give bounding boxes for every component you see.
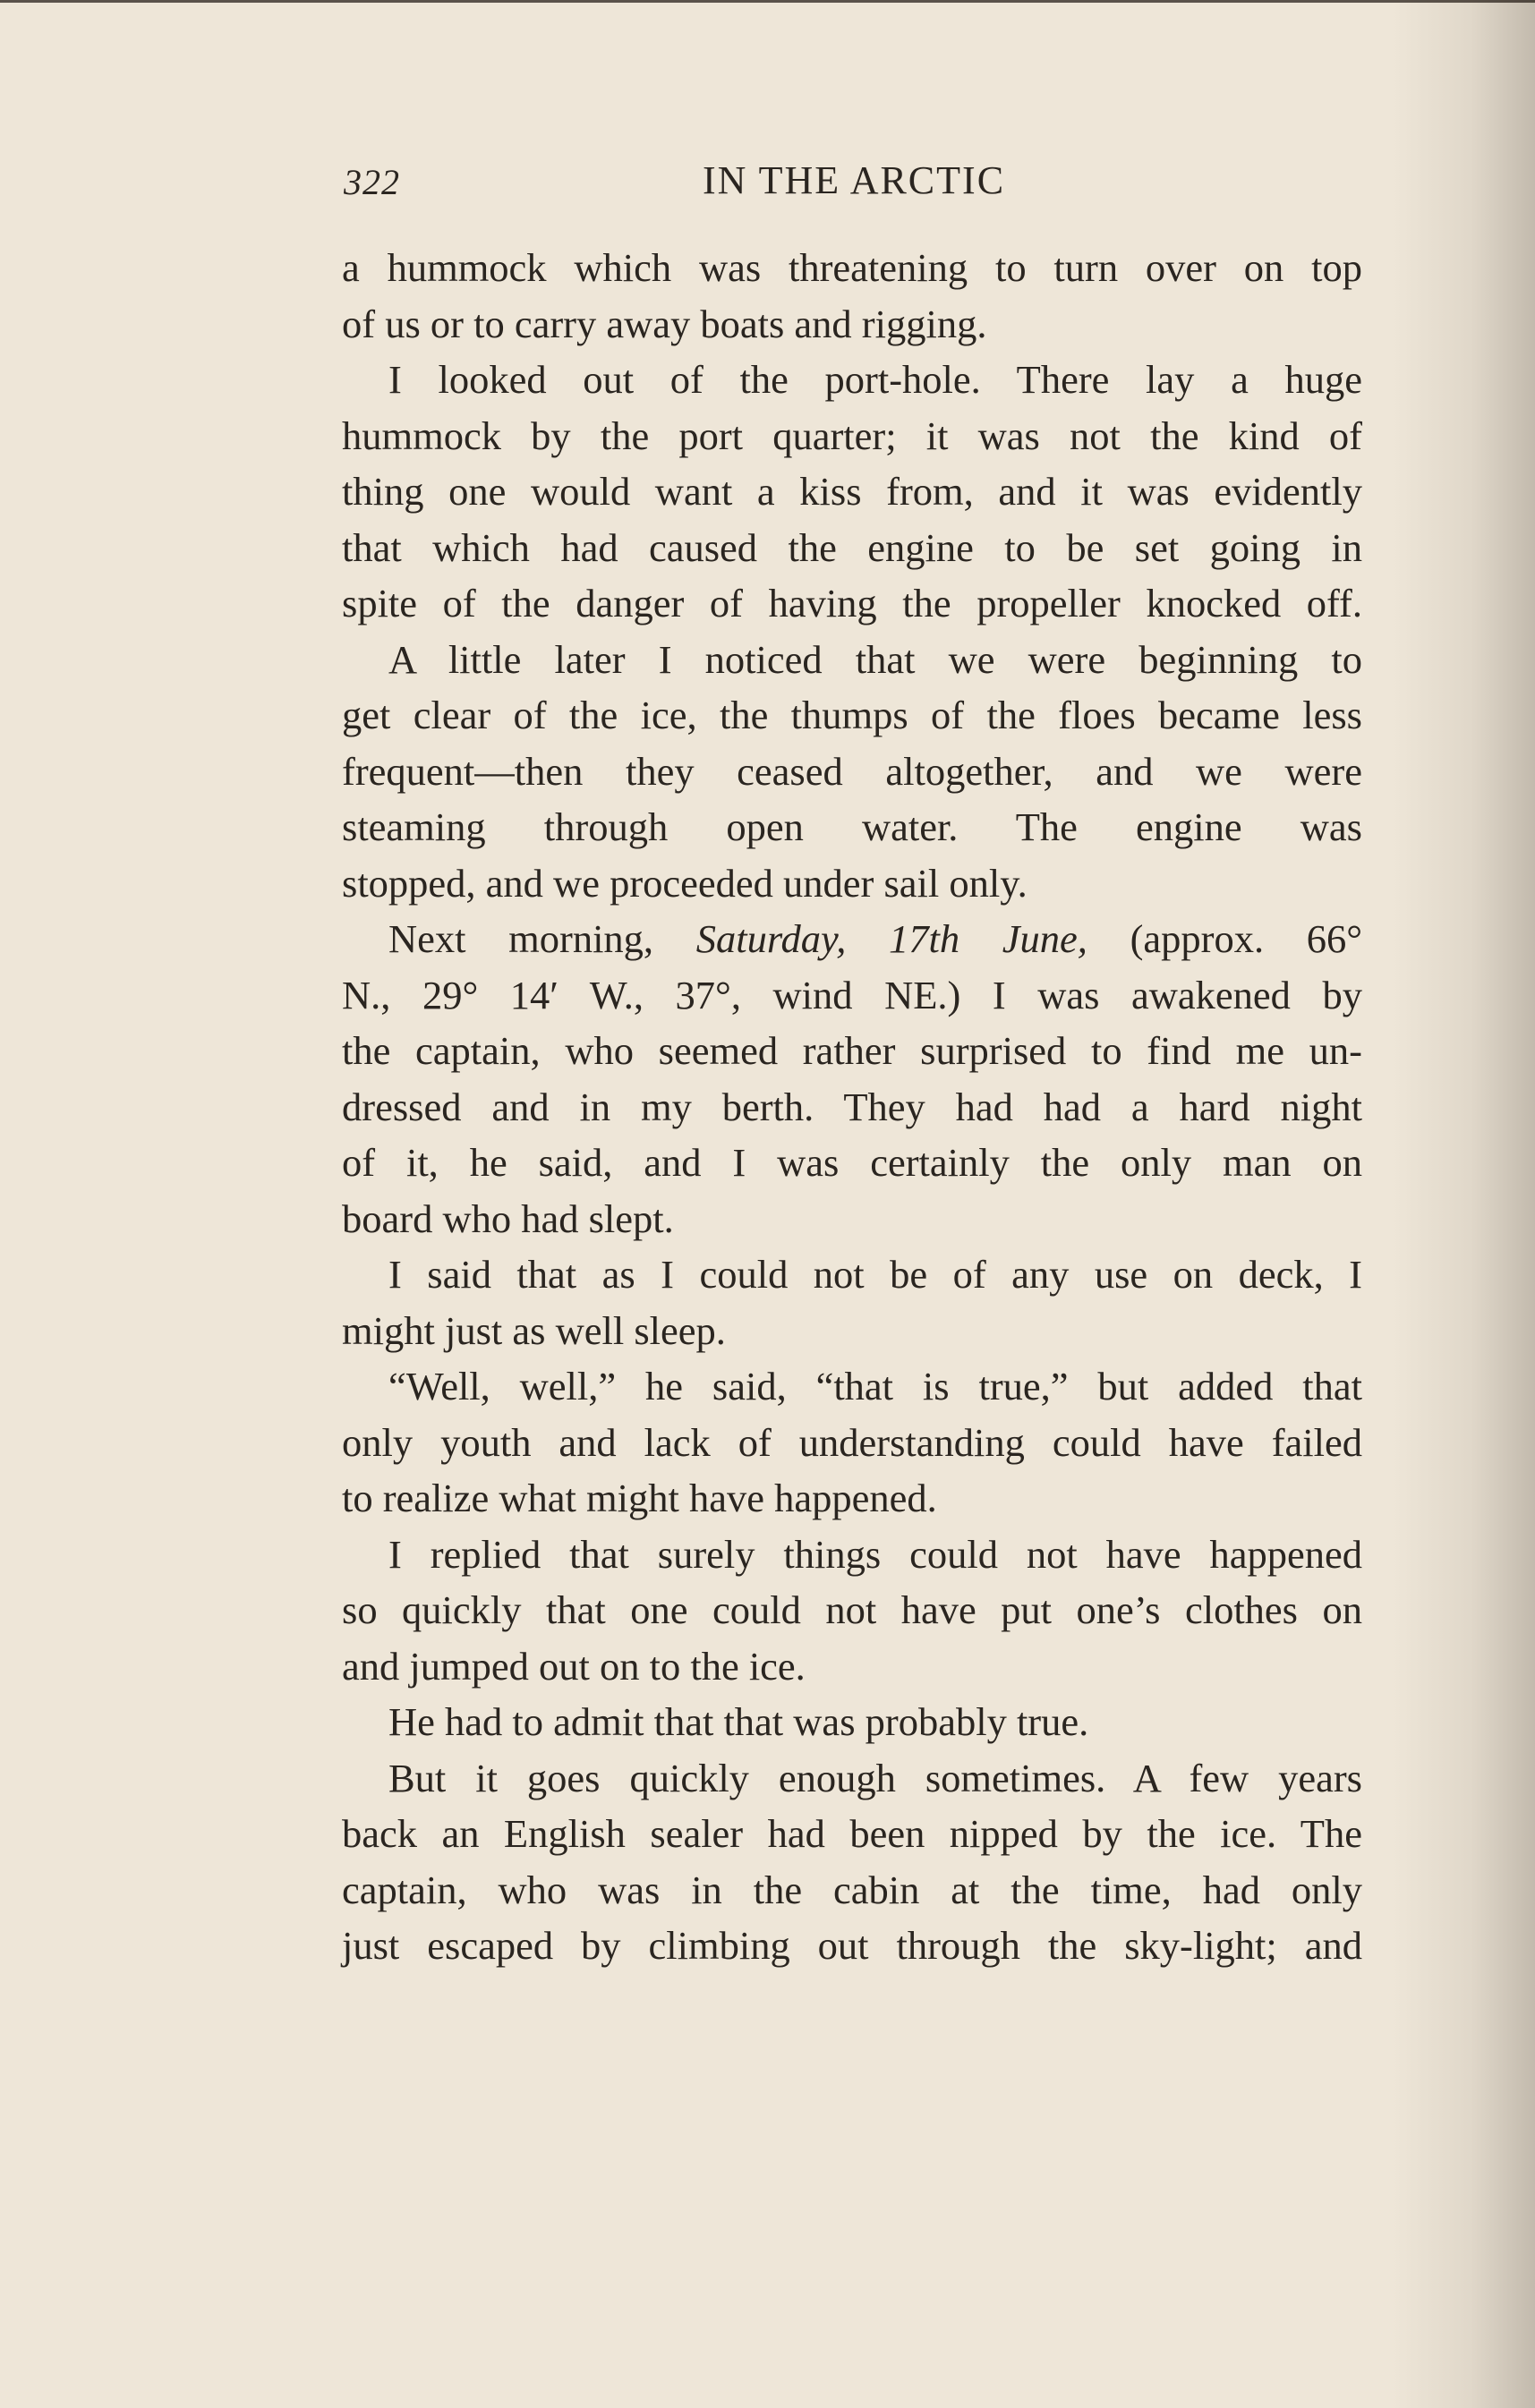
text-line: just escaped by climbing out through the sky-light; and [342,1923,1362,1968]
text-line: of it, he said, and I was certainly the only man on [342,1140,1362,1185]
text-line: I said that as I could not be of any use on deck, I [388,1252,1362,1297]
text-line: steaming through open water. The engine was [342,804,1362,849]
text-line: I looked out of the port-hole. There lay a huge [388,357,1362,402]
text-line: might just as well sleep. [342,1307,726,1353]
text-line: to realize what might have happened. [342,1476,937,1520]
text-line: board who had slept. [342,1195,674,1241]
body-text [342,240,1362,1974]
text-line: stopped, and we proceeded under sail only. [342,860,1028,906]
text-line: get clear of the ice, the thumps of the floes became less [342,693,1362,737]
page-number: 322 [344,162,400,202]
text-line: captain, who was in the cabin at the time, had only [342,1867,1362,1912]
text-line: only youth and lack of understanding could have failed [342,1419,1362,1465]
text-line: “Well, well,” he said, “that is true,” but added that [388,1364,1362,1408]
text-line: and jumped out on to the ice. [342,1643,806,1689]
page-top-edge [0,0,1535,3]
text-line: so quickly that one could not have put one’s clothes on [342,1587,1362,1632]
text-line: A little later I noticed that we were beginning to [388,636,1362,682]
text-line: spite of the danger of having the propeller knocked off. [342,581,1362,625]
text-line: But it goes quickly enough sometimes. A few years [388,1755,1362,1800]
text-line: back an English sealer had been nipped by the ice. The [342,1811,1362,1856]
text-line: that which had caused the engine to be set going in [342,524,1362,570]
page-gutter-shadow [1392,0,1535,2408]
text-line: N., 29° 14′ W., 37°, wind NE.) I was awakened by [342,972,1362,1017]
text-line: dressed and in my berth. They had had a hard night [342,1084,1362,1129]
text-line: frequent—then they ceased altogether, and we were [342,748,1362,794]
text-line: a hummock which was threatening to turn over on top [342,245,1362,290]
text-line: thing one would want a kiss from, and it was evidently [342,469,1362,514]
running-title: IN THE ARCTIC [702,158,1006,202]
italic-date: Saturday, 17th June, [695,916,1087,961]
text-line-with-date [342,911,1362,967]
text-line: I replied that surely things could not have happened [388,1531,1362,1577]
text-fragment: Next morning, [388,916,654,961]
text-line: He had to admit that that was probably true. [388,1699,1089,1744]
text-fragment: (approx. 66° [1130,916,1363,961]
text-line: hummock by the port quarter; it was not the kind of [342,413,1362,458]
page-header [344,157,1364,211]
text-line: of us or to carry away boats and rigging. [342,301,987,346]
text-line: the captain, who seemed rather surprised to find me un- [342,1028,1362,1073]
